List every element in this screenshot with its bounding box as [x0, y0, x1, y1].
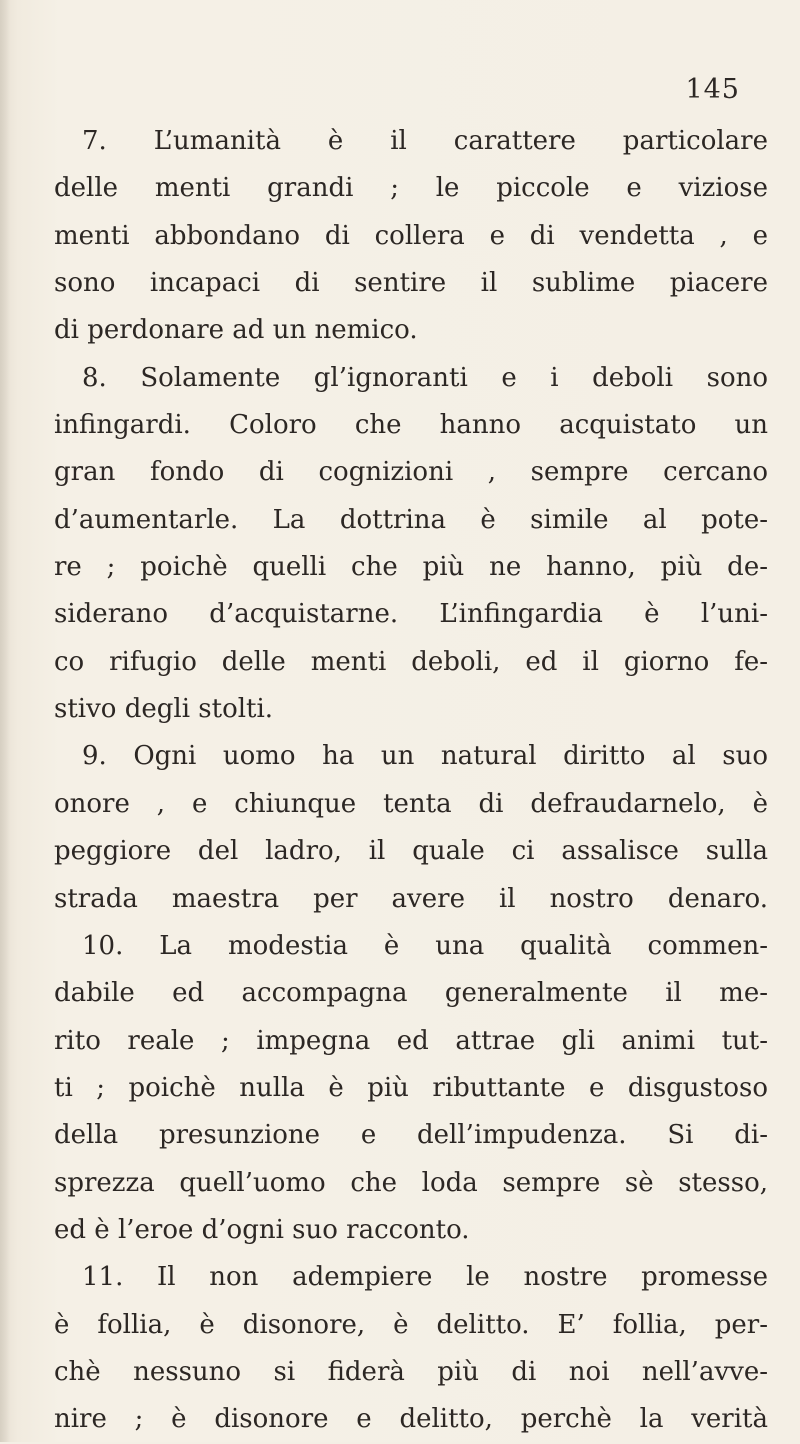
text-line: sprezza quell’uomo che loda sempre sè stesso,	[54, 1167, 768, 1198]
text-line: ed è l’eroe d’ogni suo racconto.	[54, 1214, 470, 1245]
text-line: 9. Ogni uomo ha un natural diritto al suo	[82, 741, 768, 772]
text-line: d’aumentarle. La dottrina è simile al pote-	[54, 504, 768, 535]
text-line: 11. Il non adempiere le nostre promesse	[82, 1262, 768, 1293]
text-line: sono incapaci di sentire il sublime piacere	[54, 268, 768, 299]
text-line: siderano d’acquistarne. L’infingardia è l’uni-	[54, 599, 768, 630]
text-line: co rifugio delle menti deboli, ed il giorno fe-	[54, 646, 768, 677]
text-line: della presunzione e dell’impudenza. Si di-	[54, 1120, 768, 1151]
text-line: re ; poichè quelli che più ne hanno, più de-	[54, 552, 768, 583]
text-line: 8. Solamente gl’ignoranti e i deboli sono	[82, 362, 768, 393]
text-line: infingardi. Coloro che hanno acquistato un	[54, 410, 768, 441]
text-line: 10. La modestia è una qualità commen-	[82, 930, 768, 961]
text-line: 7. L’umanità è il carattere particolare	[82, 126, 768, 156]
text-line: rito reale ; impegna ed attrae gli animi tut-	[54, 1025, 768, 1056]
text-line: peggiore del ladro, il quale ci assalisce sulla	[54, 836, 768, 867]
body-text	[54, 118, 768, 1444]
text-line: delle menti grandi ; le piccole e viziose	[54, 173, 768, 204]
text-line: dabile ed accompagna generalmente il me-	[54, 978, 768, 1009]
text-line: chè nessuno si fiderà più di noi nell’avve-	[54, 1356, 768, 1387]
text-line: è follia, è disonore, è delitto. E’ follia, per-	[54, 1309, 768, 1340]
text-line: stivo degli stolti.	[54, 694, 274, 725]
text-line: di perdonare ad un nemico.	[54, 315, 418, 346]
page-number: 145	[685, 74, 740, 105]
text-line: onore , e chiunque tenta di defraudarnelo, è	[54, 788, 768, 819]
binding-shadow	[0, 0, 10, 1442]
text-line: nire ; è disonore e delitto, perchè la verità	[54, 1404, 768, 1435]
text-line: strada maestra per avere il nostro denaro.	[54, 883, 768, 914]
text-line: ti ; poichè nulla è più ributtante e disgustoso	[54, 1072, 768, 1103]
text-line: gran fondo di cognizioni , sempre cercano	[54, 457, 768, 488]
text-line: menti abbondano di collera e di vendetta , e	[54, 220, 768, 251]
